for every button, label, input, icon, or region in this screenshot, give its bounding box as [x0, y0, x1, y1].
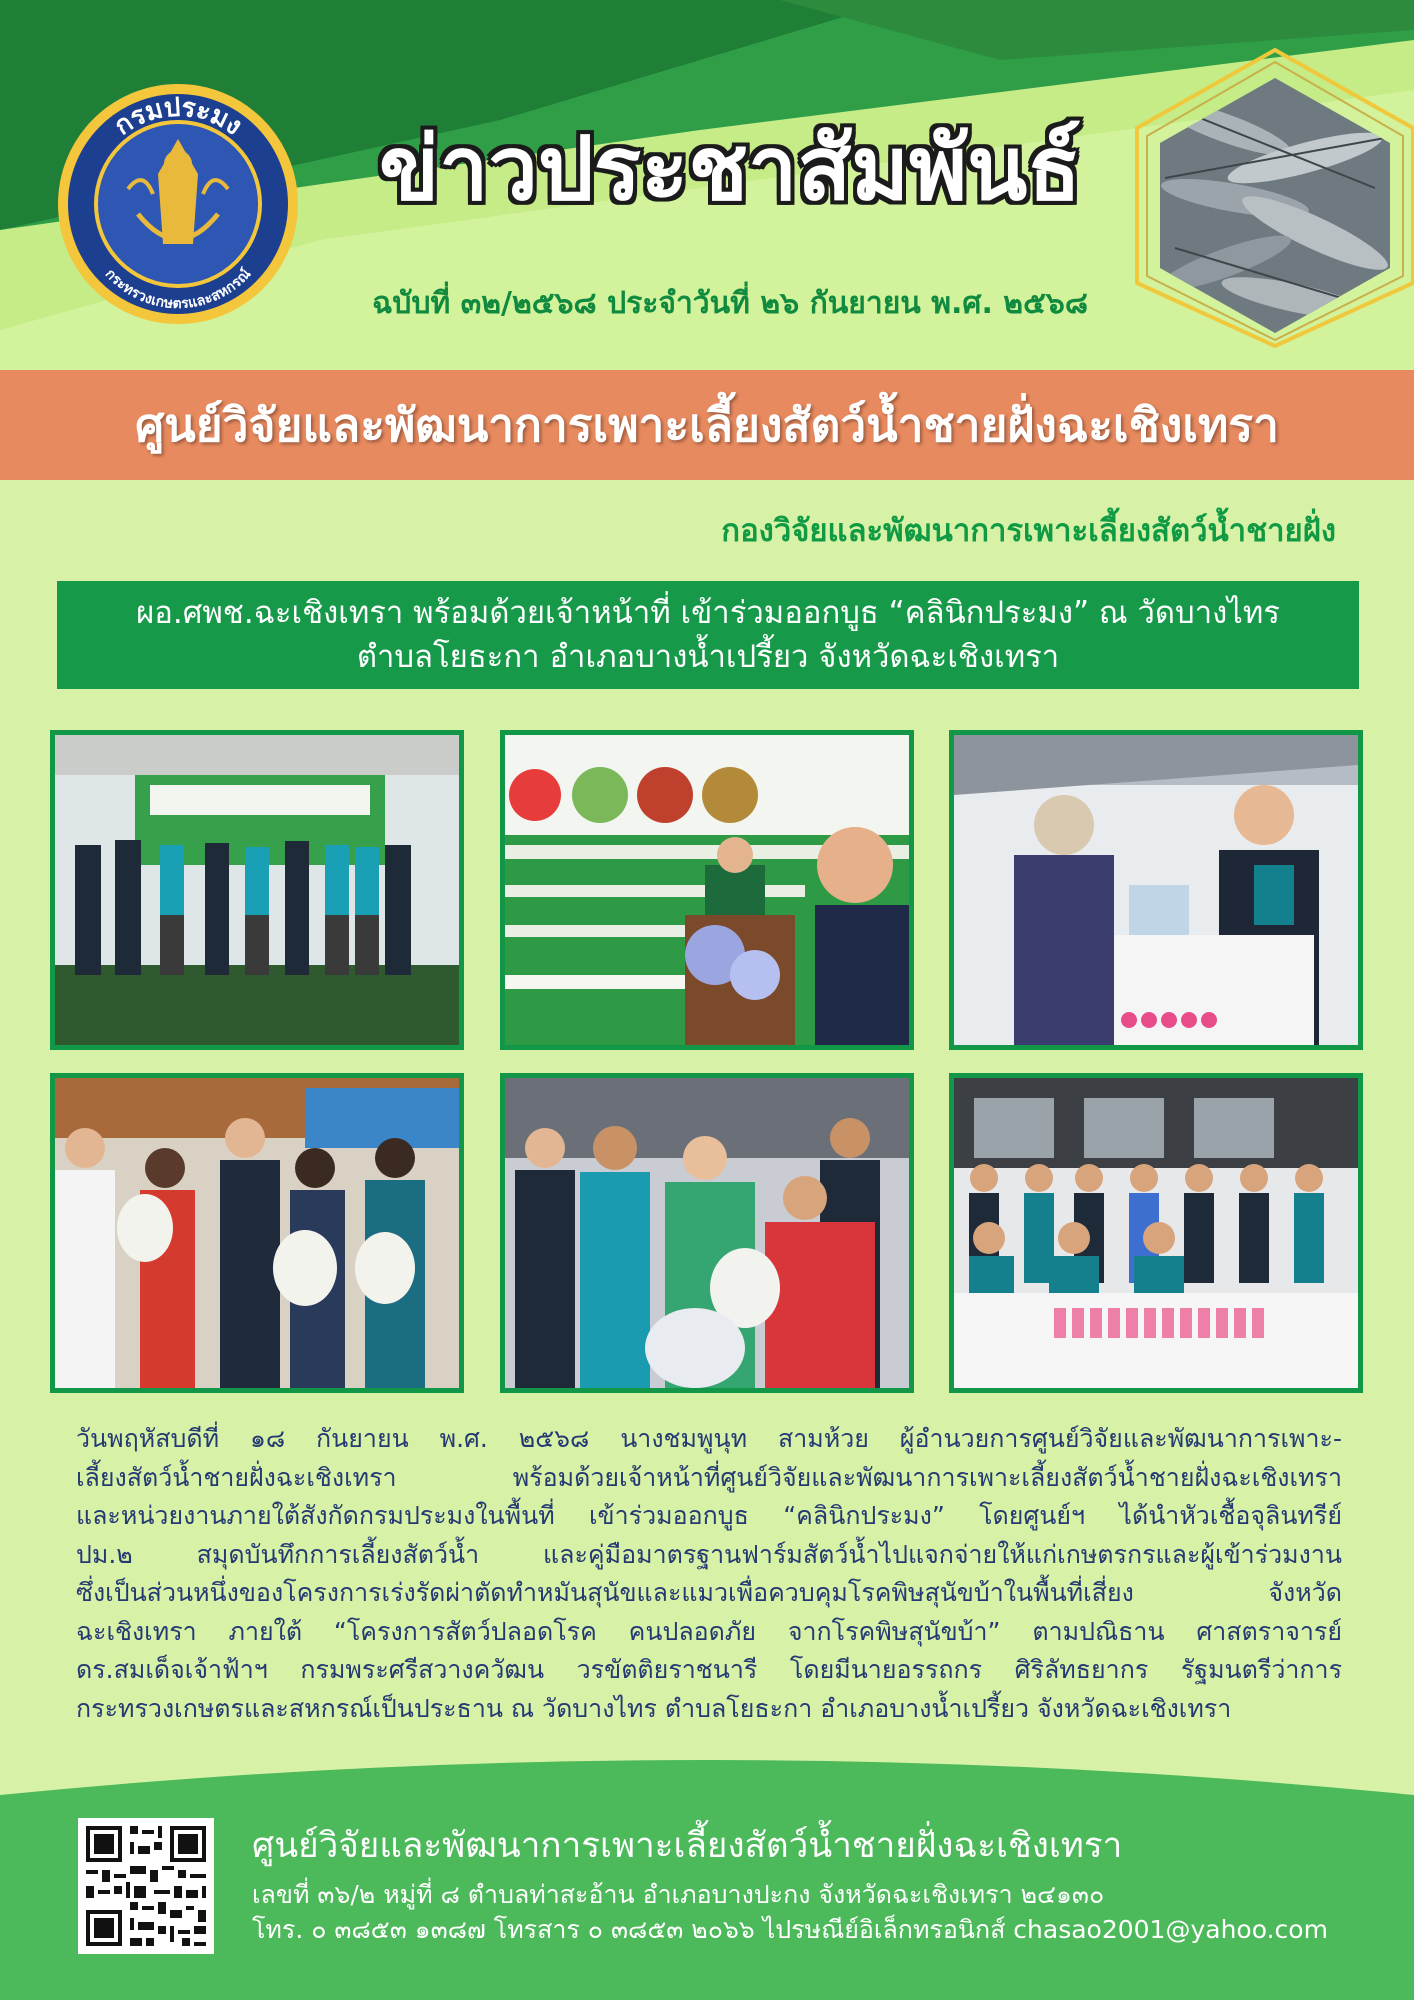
photo-staff-at-booth-table — [949, 1073, 1363, 1393]
body-line: กระทรวงเกษตรและสหกรณ์เป็นประธาน ณ วัดบางไทร ตำบลโยธะกา อำเภอบางน้ำเปรี้ยว จังหวัดฉะเชิงเทรา — [76, 1693, 1232, 1723]
department-of-fisheries-logo — [58, 84, 298, 324]
center-name: ศูนย์วิจัยและพัฒนาการเพาะเลี้ยงสัตว์น้ำชายฝั่งฉะเชิงเทรา — [135, 397, 1279, 452]
headline-line-2: ตำบลโยธะกา อำเภอบางน้ำเปรี้ยว จังหวัดฉะเชิงเทรา — [356, 639, 1060, 675]
division-name: กองวิจัยและพัฒนาการเพาะเลี้ยงสัตว์น้ำชายฝั่ง — [721, 513, 1336, 549]
shrimp-hexagon-image — [1135, 48, 1414, 348]
qr-code[interactable] — [78, 1818, 214, 1954]
logo-top-text: กรมประมง — [108, 94, 248, 142]
news-headline — [57, 581, 1359, 689]
header — [0, 0, 1414, 370]
photo-group-on-stage — [50, 730, 464, 1050]
body-line: ดร.สมเด็จเจ้าฟ้าฯ กรมพระศรีสวางควัฒน วรขัตติยราชนารี โดยมีนายอรรถกร ศิริลัทธยากร รัฐมนตรีว่าการ — [76, 1655, 1342, 1684]
photo-fish-bag-distribution — [50, 1073, 464, 1393]
body-line: และหน่วยงานภายใต้สังกัดกรมประมงในพื้นที่ เข้าร่วมออกบูธ “คลินิกประมง” โดยศูนย์ฯ ได้นำหัวเชื้อจุลินทรีย์ — [76, 1501, 1342, 1530]
news-body — [76, 1420, 1342, 1728]
headline-line-1: ผอ.ศพช.ฉะเชิงเทรา พร้อมด้วยเจ้าหน้าที่ เข้าร่วมออกบูธ “คลินิกประมง” ณ วัดบางไทร — [136, 595, 1280, 631]
issue-number: ฉบับที่ ๓๒/๒๕๖๘ ประจำวันที่ ๒๖ กันยายน พ.ศ. ๒๕๖๘ — [372, 286, 1088, 321]
body-line: เลี้ยงสัตว์น้ำชายฝั่งฉะเชิงเทรา พร้อมด้วยเจ้าหน้าที่ศูนย์วิจัยและพัฒนาการเพาะเลี้ยงสัตว์น้ำชายฝั่งฉะเชิงเทรา — [76, 1462, 1342, 1492]
center-name-banner — [0, 370, 1414, 480]
footer-contact: โทร. ๐ ๓๘๕๓ ๑๓๘๗ โทรสาร ๐ ๓๘๕๓ ๒๐๖๖ ไปรษณีย์อิเล็กทรอนิกส์ chasao2001@yahoo.com — [252, 1915, 1328, 1944]
logo-bottom-text: กระทรวงเกษตรและสหกรณ์ — [101, 265, 255, 313]
photo-booth-handout — [949, 730, 1363, 1050]
footer-address: เลขที่ ๓๖/๒ หมู่ที่ ๘ ตำบลท่าสะอ้าน อำเภอบางปะกง จังหวัดฉะเชิงเทรา ๒๔๑๓๐ — [252, 1880, 1105, 1909]
body-line: ซึ่งเป็นส่วนหนึ่งของโครงการเร่งรัดผ่าตัดทำหมันสุนัขและแมวเพื่อควบคุมโรคพิษสุนัขบ้าในพื้นที่เสี่ยง จังหวัด — [76, 1578, 1342, 1607]
body-line: ปม.๒ สมุดบันทึกการเลี้ยงสัตว์น้ำ และคู่มือมาตรฐานฟาร์มสัตว์น้ำไปแจกจ่ายให้แก่เกษตรกรและผู้เข้าร่วมงาน — [76, 1539, 1342, 1569]
photo-minister-handover — [500, 1073, 914, 1393]
footer-org-name: ศูนย์วิจัยและพัฒนาการเพาะเลี้ยงสัตว์น้ำชายฝั่งฉะเชิงเทรา — [252, 1826, 1123, 1866]
photo-speaker-podium — [500, 730, 914, 1050]
page-title: ข่าวประชาสัมพันธ์ — [378, 117, 1082, 220]
body-line: วันพฤหัสบดีที่ ๑๘ กันยายน พ.ศ. ๒๕๖๘ นางชมพูนุท สามห้วย ผู้อำนวยการศูนย์วิจัยและพัฒนาการเพาะ- — [76, 1424, 1342, 1453]
body-line: ฉะเชิงเทรา ภายใต้ “โครงการสัตว์ปลอดโรค คนปลอดภัย จากโรคพิษสุนัขบ้า” ตามปณิธาน ศาสตราจารย์ — [76, 1616, 1342, 1646]
